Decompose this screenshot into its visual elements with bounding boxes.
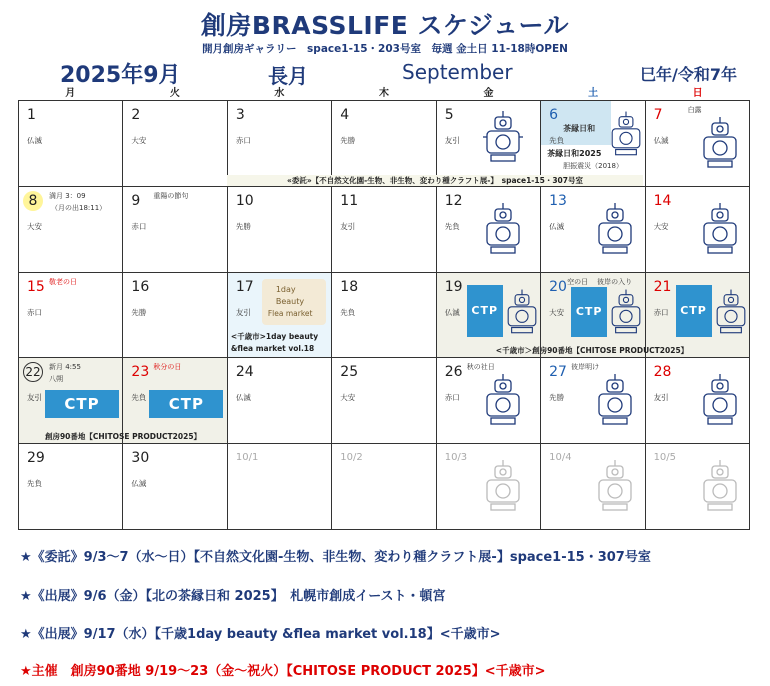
- day-cell[interactable]: [646, 187, 750, 273]
- cell-note: 八朔: [49, 375, 63, 384]
- cell-note: 満月 3：09: [49, 191, 86, 200]
- day-number: 17: [235, 278, 254, 295]
- rokuyo: 仏滅: [131, 479, 147, 489]
- rokuyo: 大安: [653, 221, 669, 231]
- chaen-sub: 胆振震災（2018）: [563, 162, 623, 170]
- day-number: 12: [444, 192, 463, 209]
- weekday-tue: 火: [169, 88, 180, 99]
- weekday-wed: 水: [274, 88, 285, 99]
- note-exhibit-chaen: ★《出展》9/6（金）【北の茶縁日和 2025】 札幌市創成イースト・頓宮: [20, 589, 446, 604]
- cell-note: 秋分の日: [153, 363, 182, 372]
- rokuyo: 仏滅: [549, 221, 565, 231]
- day-number: 27: [549, 364, 567, 381]
- rokuyo: 赤口: [27, 307, 42, 317]
- rokuyo: 赤口: [131, 221, 147, 231]
- rokuyo: 仏滅: [653, 136, 669, 145]
- rokuyo: 友引: [27, 393, 42, 403]
- day-number: 28: [653, 364, 672, 381]
- weekday-sat: 土: [588, 88, 599, 99]
- day-number: 15: [27, 278, 45, 295]
- day-cell[interactable]: [228, 101, 332, 187]
- day-cell[interactable]: [123, 101, 227, 187]
- beauty-img-line2: Beauty: [275, 296, 305, 306]
- robot-mascot-icon: [698, 372, 742, 428]
- chitose-banner-week3: <千歳市＞創房90番地【CHITOSE PRODUCT2025】: [495, 346, 689, 355]
- day-cell[interactable]: [123, 187, 227, 273]
- day-number: 10/5: [653, 452, 677, 464]
- day-number: 29: [27, 450, 45, 467]
- day-cell[interactable]: [437, 444, 541, 530]
- cell-note: 空の日: [567, 277, 589, 286]
- calendar-grid: [18, 100, 750, 530]
- day-number: 10/3: [444, 452, 468, 464]
- ctp-logo: [149, 390, 223, 418]
- ctp-label: CTP: [680, 304, 707, 318]
- day-number: 16: [131, 278, 150, 295]
- day-cell[interactable]: [646, 101, 750, 187]
- ctp-label: CTP: [64, 395, 100, 414]
- day-cell[interactable]: [228, 273, 332, 359]
- beauty-event-line2: &flea market vol.18: [230, 343, 315, 353]
- chitose-banner-week4: 創房90番地【CHITOSE PRODUCT2025】: [44, 432, 202, 441]
- day-cell[interactable]: [332, 101, 436, 187]
- day-cell[interactable]: [228, 444, 332, 530]
- cell-note: 重陽の節句: [153, 191, 189, 200]
- robot-mascot-icon: [593, 372, 637, 428]
- page-title: 創房BRASSLIFE スケジュール: [200, 11, 570, 40]
- day-number: 1: [27, 107, 36, 123]
- day-number: 20: [549, 278, 567, 295]
- rokuyo: 友引: [235, 307, 251, 317]
- day-cell[interactable]: [541, 187, 645, 273]
- beauty-img-line3: Flea market: [267, 308, 313, 318]
- day-cell[interactable]: [646, 358, 750, 444]
- note-host-chitose: ★主催 創房90番地 9/19〜23（金〜祝火）【CHITOSE PRODUCT 2025】<千歳市>: [20, 664, 546, 679]
- rokuyo: 友引: [653, 393, 669, 403]
- robot-mascot-icon: [698, 115, 742, 171]
- day-number: 21: [653, 278, 672, 295]
- day-number: 7: [653, 107, 663, 123]
- day-cell[interactable]: [437, 101, 541, 187]
- day-cell[interactable]: [332, 444, 436, 530]
- day-number: 10/1: [235, 452, 259, 464]
- day-number: 10/4: [549, 452, 572, 464]
- robot-mascot-icon: [698, 458, 742, 514]
- robot-mascot-icon: [607, 109, 645, 159]
- week1-event-banner: «委託»【不自然文化園-生物、非生物、変わり種クラフト展-】 space1-15・307号室: [227, 175, 643, 186]
- beauty-event-line1: <千歳市>1day beauty: [230, 331, 319, 341]
- day-number: 19: [444, 278, 463, 295]
- rokuyo: 大安: [27, 221, 42, 231]
- day-number: 24: [235, 364, 254, 381]
- day-number: 4: [340, 107, 350, 123]
- ctp-label: CTP: [575, 305, 603, 319]
- robot-mascot-icon: [481, 458, 525, 514]
- day-cell[interactable]: [332, 358, 436, 444]
- day-cell[interactable]: [646, 444, 750, 530]
- ctp-logo: [571, 287, 607, 337]
- day-number: 9: [131, 192, 141, 209]
- rokuyo: 赤口: [235, 136, 251, 145]
- rokuyo: 先負: [549, 136, 565, 145]
- robot-mascot-icon: [593, 201, 637, 257]
- weekday-thu: 木: [378, 88, 389, 99]
- robot-mascot-icon: [698, 201, 742, 257]
- robot-mascot-icon: [503, 287, 541, 337]
- note-consignment: ★《委託》9/3〜7（水〜日）【不自然文化園-生物、非生物、変わり種クラフト展-】space1-15・307号室: [20, 550, 651, 565]
- rokuyo: 大安: [340, 393, 356, 403]
- robot-mascot-icon: [593, 458, 637, 514]
- era-label: 巳年/令和7年: [640, 65, 737, 84]
- rokuyo: 友引: [340, 221, 356, 231]
- weekday-sun: 日: [692, 88, 703, 99]
- note-exhibit-beauty: ★《出展》9/17（水）【千歳1day beauty &flea market vol.18】<千歳市>: [20, 627, 501, 642]
- ctp-logo: [676, 285, 712, 337]
- day-number: 25: [340, 364, 359, 381]
- weekday-mon: 月: [65, 88, 76, 99]
- day-number: 22: [23, 362, 43, 382]
- day-cell[interactable]: [332, 273, 436, 359]
- chaen-title: 茶縁日和2025: [547, 149, 602, 158]
- day-number: 14: [653, 192, 672, 209]
- cell-note: 白露: [687, 106, 702, 114]
- ctp-label: CTP: [471, 304, 499, 318]
- day-cell[interactable]: [332, 187, 436, 273]
- day-number: 26: [444, 364, 463, 381]
- cell-note: 敬老の日: [49, 277, 77, 286]
- year-month: 2025年9月: [60, 63, 181, 88]
- robot-mascot-icon: [607, 287, 645, 337]
- day-cell[interactable]: [19, 444, 123, 530]
- rokuyo: 大安: [549, 307, 565, 317]
- rokuyo: 仏滅: [27, 136, 42, 145]
- day-cell[interactable]: [123, 444, 227, 530]
- weekday-header: [18, 84, 750, 98]
- rokuyo: 赤口: [653, 307, 669, 317]
- cell-note: 彼岸の入り: [597, 277, 633, 286]
- day-number: 3: [235, 107, 245, 123]
- day-number: 10: [235, 192, 254, 209]
- chaen-logo: 茶縁日和: [563, 124, 596, 133]
- month-jp: 長月: [268, 64, 308, 88]
- day-cell[interactable]: [228, 187, 332, 273]
- day-cell[interactable]: [123, 273, 227, 359]
- ctp-logo: [467, 285, 503, 337]
- rokuyo: 先負: [27, 479, 42, 489]
- day-cell[interactable]: [228, 358, 332, 444]
- cell-note: 秋の社日: [466, 363, 495, 372]
- cell-note: （月の出18:11）: [51, 203, 107, 212]
- robot-mascot-icon: [481, 201, 525, 257]
- rokuyo: 先勝: [549, 393, 565, 403]
- rokuyo: 先負: [444, 221, 460, 231]
- day-cell[interactable]: [541, 101, 645, 187]
- day-number: 23: [131, 364, 150, 381]
- robot-mascot-icon: [481, 372, 525, 428]
- day-number: 11: [340, 192, 359, 209]
- day-cell[interactable]: [19, 273, 123, 359]
- beauty-img-line1: 1day: [275, 284, 296, 294]
- rokuyo: 先勝: [131, 307, 147, 317]
- weekday-fri: 金: [483, 88, 494, 99]
- rokuyo: 仏滅: [444, 307, 460, 317]
- day-number: 18: [340, 278, 359, 295]
- day-cell[interactable]: [19, 187, 123, 273]
- robot-mascot-icon: [481, 109, 525, 165]
- rokuyo: 先負: [340, 307, 356, 317]
- day-cell[interactable]: [19, 101, 123, 187]
- cell-note: 新月 4:55: [49, 363, 81, 372]
- robot-mascot-icon: [712, 287, 750, 337]
- day-cell[interactable]: [437, 187, 541, 273]
- rokuyo: 先勝: [340, 136, 356, 145]
- rokuyo: 先勝: [235, 221, 251, 231]
- ctp-logo: [45, 390, 119, 418]
- day-cell[interactable]: [541, 444, 645, 530]
- cell-note: 彼岸明け: [571, 363, 600, 372]
- rokuyo: 赤口: [444, 393, 460, 403]
- day-number: 2: [131, 107, 141, 123]
- rokuyo: 仏滅: [235, 393, 251, 403]
- rokuyo: 友引: [444, 136, 460, 145]
- day-cell[interactable]: [541, 358, 645, 444]
- day-number: 6: [549, 107, 559, 123]
- gallery-hours: 開月創房ギャラリー space1-15・203号室 毎週 金土日 11-18時OPEN: [202, 43, 568, 55]
- day-number: 8: [23, 191, 43, 211]
- ctp-label: CTP: [168, 395, 205, 414]
- day-number: 13: [549, 192, 567, 209]
- day-cell[interactable]: [437, 358, 541, 444]
- day-number: 10/2: [340, 452, 363, 464]
- day-number: 5: [444, 107, 454, 123]
- day-number: 30: [131, 450, 150, 467]
- month-en: September: [402, 60, 513, 84]
- rokuyo: 先負: [131, 393, 147, 403]
- rokuyo: 大安: [131, 136, 147, 145]
